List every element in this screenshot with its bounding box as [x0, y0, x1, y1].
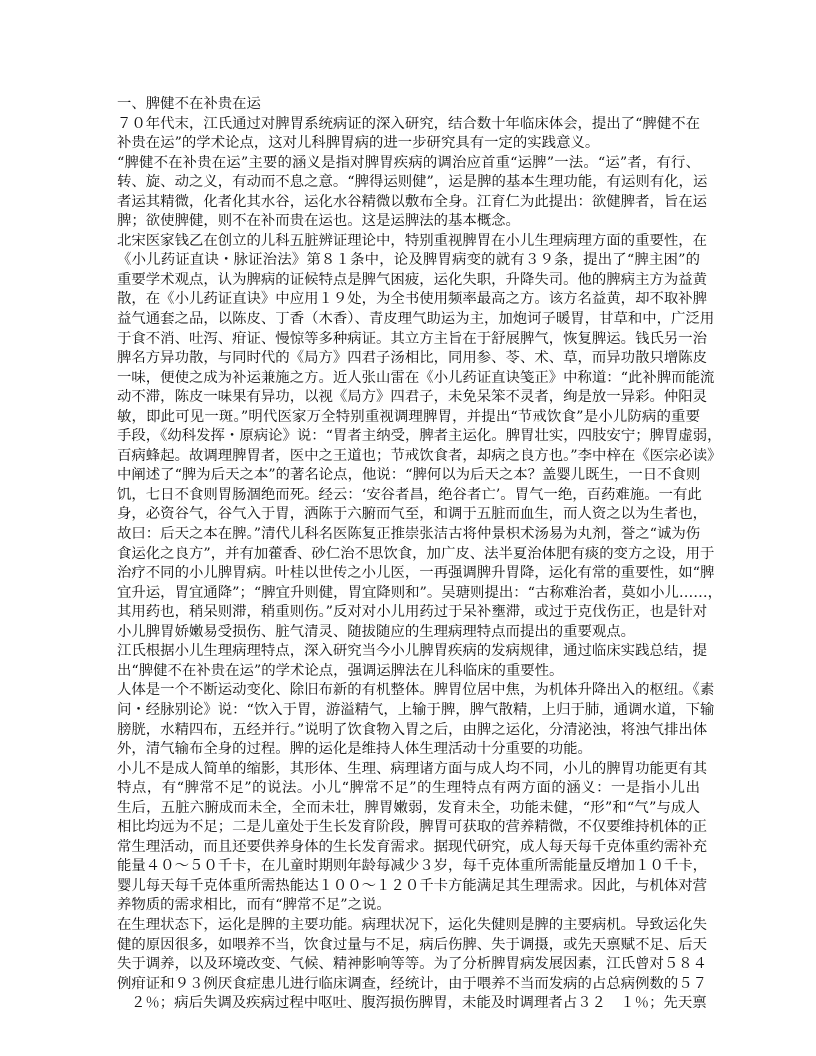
text-line: 人体是一个不断运动变化、除旧布新的有机整体。脾胃位居中焦，为机体升降出入的枢纽。《素	[117, 682, 715, 699]
text-line: 补贵在运”的学术论点，这对儿科脾胃病的进一步研究具有一定的实践意义。	[117, 135, 600, 152]
text-line: 故曰：后天之本在脾。”清代儿科名医陈复正推崇张洁古将仲景枳术汤易为丸剂，誉之“诚为伤	[117, 526, 701, 543]
text-line: 于食不消、吐泻、疳证、慢惊等多种病证。其立方主旨在于舒展脾气，恢复脾运。钱氏另一治	[117, 330, 708, 347]
text-line: 出“脾健不在补贵在运”的学术论点，强调运脾法在儿科临床的重要性。	[117, 662, 564, 679]
text-line: 小儿不是成人简单的缩影，其形体、生理、病理诸方面与成人均不同，小儿的脾胃功能更有其	[117, 760, 708, 777]
section-heading: 一、脾健不在补贵在运	[117, 96, 261, 112]
text-line: 江氏根据小儿生理病理特点，深入研究当今小儿脾胃疾病的发病规律，通过临床实践总结，提	[117, 643, 708, 660]
text-line: 失于调养，以及环境改变、气候、精神影响等等。为了分析脾胃病发展因素，江氏曾对５８４	[117, 956, 708, 973]
text-line: 小儿脾胃娇嫩易受损伤、脏气清灵、随拔随应的生理病理特点而提出的重要观点。	[117, 623, 636, 640]
text-line: 散，在《小儿药证直诀》中应用１９处，为全书使用频率最高之方。该方名益黄，却不取补脾	[117, 291, 708, 308]
text-line: 问・经脉别论》说：“饮入于胃，游溢精气，上输于脾，脾气散精，上归于肺，通调水道，下输	[117, 701, 715, 718]
text-line: 脾名方异功散，与同时代的《局方》四君子汤相比，同用参、苓、术、草，而异功散只增陈皮	[117, 350, 708, 367]
text-line: 一味，便使之成为补运兼施之方。近人张山雷在《小儿药证直诀笺正》中称道：“此补脾而能流	[117, 369, 715, 386]
text-line: ７０年代末，江氏通过对脾胃系统病证的深入研究，结合数十年临床体会，提出了“脾健不在	[117, 115, 700, 132]
text-line: 者运其精微，化者化其水谷，运化水谷精微以敷布全身。江育仁为此提出：欲健脾者，旨在运	[117, 193, 708, 210]
text-line: 北宋医家钱乙在创立的儿科五脏辨证理论中，特别重视脾胃在小儿生理病理方面的重要性，在	[117, 232, 708, 249]
text-line: 手段，《幼科发挥・原病论》说：“胃者主纳受，脾者主运化。脾胃壮实，四肢安宁；脾胃虚弱，	[117, 428, 722, 445]
text-line: 健的原因很多，如喂养不当，饮食过量与不足，病后伤脾、失于调摄，或先天禀赋不足、后天	[117, 936, 708, 953]
text-line: 益气通套之品，以陈皮、丁香（木香）、青皮理气助运为主，加炮诃子暖胃，甘草和中，广泛用	[117, 311, 715, 328]
document-body	[117, 95, 723, 1014]
text-line: 外，清气输布全身的过程。脾的运化是维持人体生理活动十分重要的功能。	[117, 741, 592, 758]
text-line: 膀胱，水精四布，五经并行。”说明了饮食物入胃之后，由脾之运化，分清泌浊，将浊气排出体	[117, 721, 708, 738]
text-line: 婴儿每天每千克体重所需热能达１００～１２０千卡方能满足其生理需求。因此，与机体对营	[117, 877, 708, 894]
text-line: 重要学术观点，认为脾病的证候特点是脾气困疲，运化失职，升降失司。他的脾病主方为益黄	[117, 271, 708, 288]
text-line: 宜升运，胃宜通降”；“脾宜升则健，胃宜降则和”。吴瑭则提出：“古称难治者，莫如小儿……，	[117, 584, 723, 601]
text-line: 治疗不同的小儿脾胃病。叶桂以世传之小儿医，一再强调脾升胃降，运化有常的重要性，如“脾	[117, 565, 715, 582]
text-line: 转、旋、动之义，有动而不息之意。“脾得运则健”，运是脾的基本生理功能，有运则有化，运	[117, 174, 708, 191]
text-line: 百病蜂起。故调理脾胃者，医中之王道也；节戒饮食者，却病之良方也。”李中梓在《医宗必读》	[117, 447, 722, 464]
text-line: 敏，即此可见一斑。”明代医家万全特别重视调理脾胃，并提出“节戒饮食”是小儿防病的重要	[117, 408, 700, 425]
text-line: 食运化之良方”，并有加藿香、砂仁治不思饮食，加广皮、法半夏治体肥有痰的变方之设，用于	[117, 545, 715, 562]
text-line: 饥，七日不食则胃肠涸绝而死。经云：‘安谷者昌，绝谷者亡’。胃气一绝，百药难施。一有此	[117, 486, 702, 503]
text-line: 例疳证和９３例厌食症患儿进行临床调查，经统计，由于喂养不当而发病的占总病例数的５７	[117, 975, 708, 992]
text-line: 身，必资谷气，谷气入于胃，洒陈于六腑而气至，和调于五脏而血生，而人资之以为生者也，	[117, 506, 708, 523]
text-line: 在生理状态下，运化是脾的主要功能。病理状况下，运化失健则是脾的主要病机。导致运化失	[117, 916, 708, 933]
text-line: 相比均远为不足；二是儿童处于生长发育阶段，脾胃可获取的营养精微，不仅要维持机体的正	[117, 819, 708, 836]
text-line: 《小儿药证直诀・脉证治法》第８１条中，论及脾胃病变的就有３９条，提出了“脾主困”的	[117, 252, 700, 269]
text-line: 常生理活动，而且还要供养身体的生长发育需求。据现代研究，成人每天每千克体重约需补充	[117, 838, 708, 855]
text-line: 生后，五脏六腑成而未全，全而未壮，脾胃嫩弱，发育未全，功能未健，“形”和“气”与成人	[117, 799, 700, 816]
text-line: 动不滞，陈皮一味果有异功，以视《局方》四君子，未免呆笨不灵者，绚是放一异彩。仲阳灵	[117, 389, 708, 406]
text-line: 其用药也，稍呆则滞，稍重则伤。”反对对小儿用药过于呆补壅滞，或过于克伐伤正，也是针对	[117, 604, 708, 621]
text-line: “脾健不在补贵在运”主要的涵义是指对脾胃疾病的调治应首重“运脾”一法。“运”者，有行、	[117, 154, 700, 171]
text-line: ２％；病后失调及疾病过程中呕吐、腹泻损伤脾胃，未能及时调理者占３２ １％；先天禀	[131, 995, 707, 1012]
text-line: 能量４０～５０千卡，在儿童时期则年龄每减少３岁，每千克体重所需能量反增加１０千卡，	[117, 858, 708, 875]
text-line: 特点，有“脾常不足”的说法。小儿“脾常不足”的生理特点有两方面的涵义：一是指小儿出	[117, 780, 700, 797]
text-line: 中阐述了“脾为后天之本”的著名论点，他说：“脾何以为后天之本？盖婴儿既生，一日不食则	[117, 467, 701, 484]
text-line: 脾；欲使脾健，则不在补而贵在运也。这是运脾法的基本概念。	[117, 213, 520, 230]
text-line: 养物质的需求相比，而有“脾常不足”之说。	[117, 897, 391, 914]
